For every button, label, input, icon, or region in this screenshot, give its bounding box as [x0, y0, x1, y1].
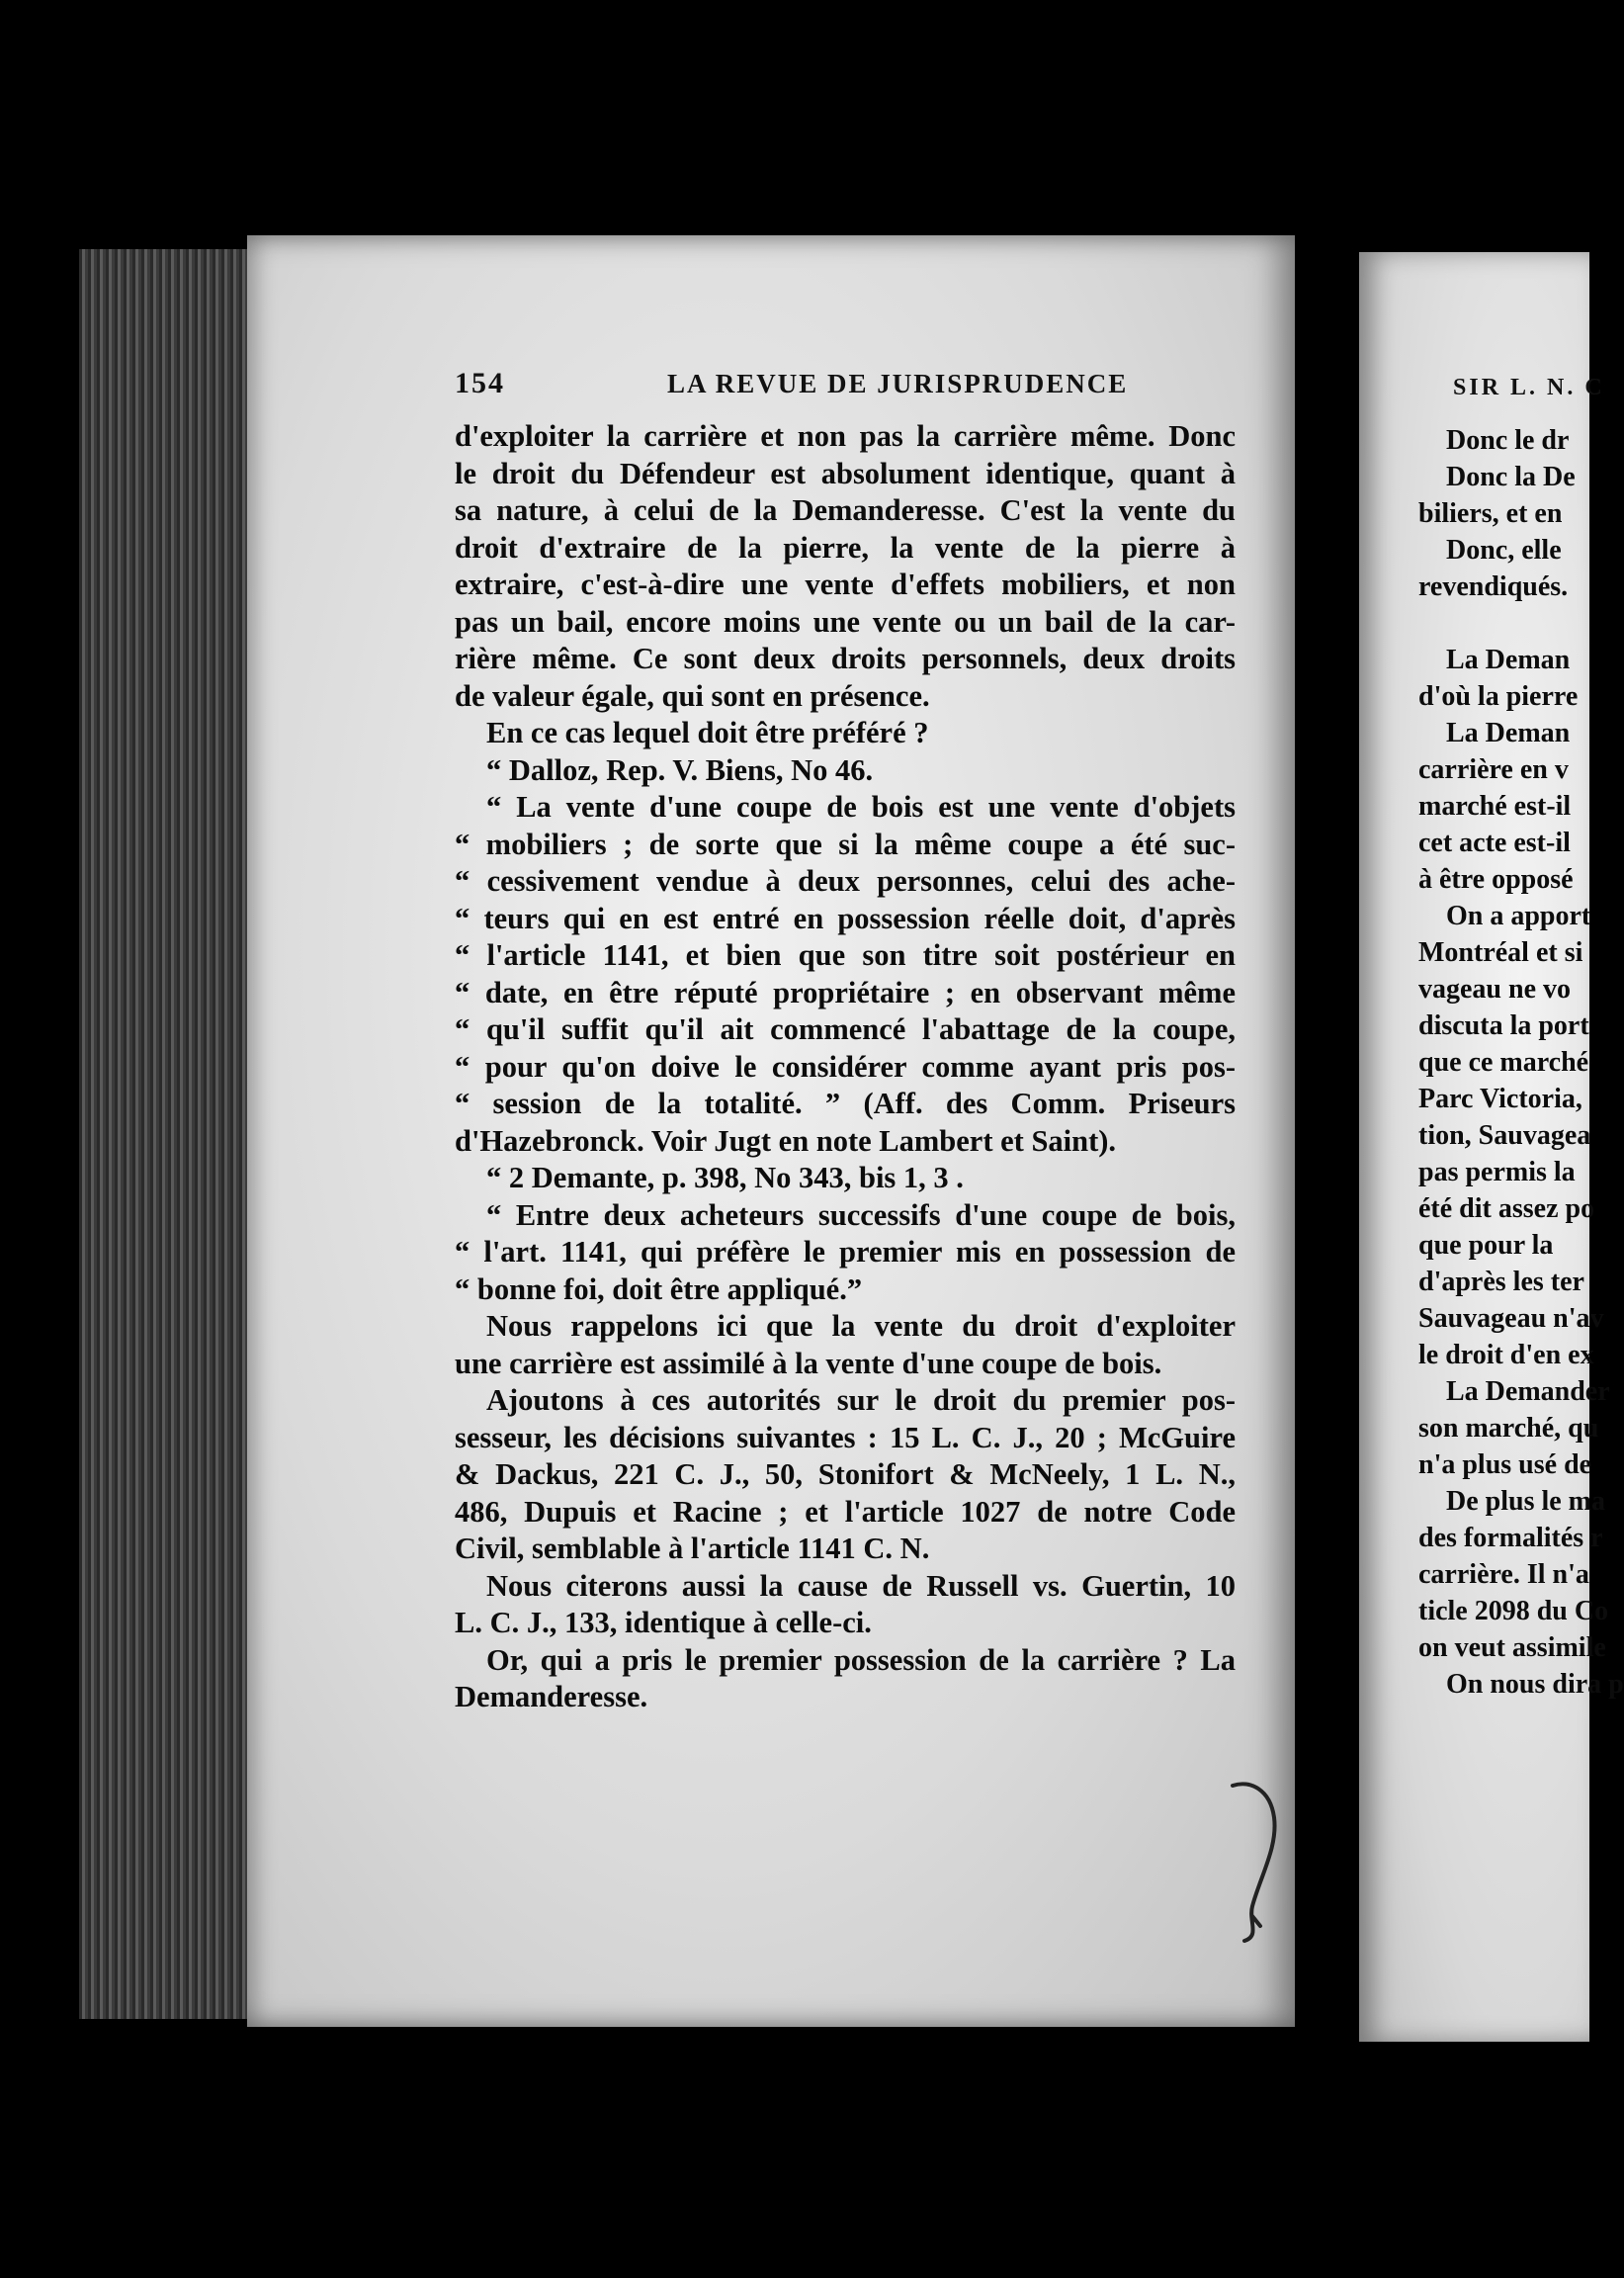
text-line: carrière. Il n'a — [1418, 1559, 1589, 1590]
text-line: Nous rappelons ici que la vente du droit d'exploiter — [486, 1309, 1236, 1343]
text-line: 486, Dupuis et Racine ; et l'article 1027 de notre Code — [455, 1494, 1236, 1529]
text-line: Sauvageau n'av — [1418, 1303, 1604, 1334]
text-line: carrière en v — [1418, 754, 1569, 785]
left-page — [247, 235, 1295, 2027]
text-line: ticle 2098 du Co — [1418, 1596, 1609, 1626]
text-line: marché est-il — [1418, 791, 1572, 822]
text-line: Demanderesse. — [455, 1680, 648, 1713]
text-line: Donc, elle — [1446, 535, 1562, 566]
text-line: “ pour qu'on doive le considérer comme ayant pris pos- — [455, 1049, 1236, 1084]
text-line: pas permis la — [1418, 1157, 1576, 1187]
pen-mark-icon — [1231, 1778, 1290, 1946]
text-line: “ l'art. 1141, qui préfère le premier mis en possession de — [455, 1235, 1236, 1269]
text-line: & Dackus, 221 C. J., 50, Stonifort & McNeely, 1 L. N., — [455, 1457, 1236, 1491]
text-line: de valeur égale, qui sont en présence. — [455, 678, 930, 713]
text-line: que ce marché — [1418, 1047, 1589, 1078]
right-body-text — [1418, 422, 1624, 1703]
text-line: Donc le dr — [1446, 425, 1570, 456]
right-page — [1359, 252, 1624, 2042]
text-line: Donc la De — [1446, 462, 1576, 492]
text-line: “ Dalloz, Rep. V. Biens, No 46. — [486, 752, 874, 787]
text-line: à être opposé — [1418, 864, 1574, 895]
text-line: “ cessivement vendue à deux personnes, celui des ache- — [455, 864, 1236, 898]
text-line: discuta la port — [1418, 1010, 1589, 1041]
text-line: Nous citerons aussi la cause de Russell vs. Guertin, 10 — [486, 1568, 1236, 1603]
text-line: cet acte est-il — [1418, 828, 1571, 858]
text-line: Parc Victoria, — [1418, 1084, 1582, 1114]
text-line: le droit d'en ex — [1418, 1340, 1594, 1370]
text-line: La Deman — [1446, 645, 1571, 675]
text-line: tion, Sauvagea — [1418, 1120, 1591, 1151]
text-line: une carrière est assimilé à la vente d'une coupe de bois. — [455, 1346, 1162, 1380]
text-line: n'a plus usé de — [1418, 1449, 1592, 1480]
text-line: La Deman — [1446, 718, 1571, 748]
text-line: “ La vente d'une coupe de bois est une vente d'objets — [486, 790, 1236, 824]
text-line: “ mobiliers ; de sorte que si la même coupe a été suc- — [455, 827, 1236, 861]
text-line: “ bonne foi, doit être appliqué.” — [455, 1271, 863, 1306]
text-line: On nous dira p — [1446, 1669, 1624, 1700]
text-line: “ teurs qui en est entré en possession réelle doit, d'après — [455, 901, 1236, 935]
text-line: son marché, qu — [1418, 1413, 1599, 1444]
text-line: biliers, et en — [1418, 498, 1563, 529]
text-line: des formalités r — [1418, 1523, 1603, 1553]
text-line: En ce cas lequel doit être préféré ? — [486, 716, 929, 749]
text-line: d'où la pierre — [1418, 681, 1579, 712]
text-line: le droit du Défendeur est absolument identique, quant à — [455, 456, 1236, 490]
text-line: revendiqués. — [1418, 571, 1569, 602]
text-line: “ l'article 1141, et bien que son titre soit postérieur en — [455, 938, 1236, 972]
text-line: Ajoutons à ces autorités sur le droit du premier pos- — [486, 1383, 1236, 1417]
text-line: d'après les ter — [1418, 1267, 1584, 1297]
text-line: De plus le ma — [1446, 1486, 1605, 1517]
text-line: droit d'extraire de la pierre, la vente de la pierre à — [455, 530, 1236, 565]
paragraph-gap — [1418, 605, 1624, 642]
text-line: Or, qui a pris le premier possession de la carrière ? La — [486, 1642, 1236, 1677]
text-line: On a apport — [1446, 901, 1591, 931]
text-line: Montréal et si — [1418, 937, 1583, 968]
text-line: on veut assimile — [1418, 1632, 1606, 1663]
text-line: sa nature, à celui de la Demanderesse. C'est la vente du — [455, 493, 1236, 527]
text-line: “ 2 Demante, p. 398, No 343, bis 1, 3 . — [486, 1161, 964, 1194]
text-line: pas un bail, encore moins une vente ou un bail de la car- — [455, 604, 1236, 639]
text-line: été dit assez po — [1418, 1193, 1595, 1224]
page-number: 154 — [455, 367, 505, 399]
book-page-edges — [79, 249, 267, 2019]
right-running-head: SIR L. N. C — [1453, 375, 1605, 400]
text-line: “ session de la totalité. ” (Aff. des Comm. Priseurs — [455, 1087, 1236, 1120]
text-line: que pour la — [1418, 1230, 1554, 1261]
text-line: “ date, en être réputé propriétaire ; en observant même — [455, 975, 1236, 1009]
text-line: “ qu'il suffit qu'il ait commencé l'abattage de la coupe, — [455, 1012, 1236, 1046]
text-line: sesseur, les décisions suivantes : 15 L. C. J., 20 ; McGuire — [455, 1420, 1236, 1454]
text-line: Civil, semblable à l'article 1141 C. N. — [455, 1532, 930, 1565]
left-body-text — [455, 418, 1236, 1716]
text-line: La Demander — [1446, 1376, 1610, 1407]
text-line: vageau ne vo — [1418, 974, 1571, 1005]
text-line: d'Hazebronck. Voir Jugt en note Lambert et Saint). — [455, 1123, 1117, 1158]
text-line: d'exploiter la carrière et non pas la carrière même. Donc — [455, 419, 1236, 453]
journal-title: LA REVUE DE JURISPRUDENCE — [667, 369, 1129, 398]
text-line: rière même. Ce sont deux droits personnels, deux droits — [455, 642, 1236, 675]
text-line: extraire, c'est-à-dire une vente d'effets mobiliers, et non — [455, 568, 1236, 601]
text-line: “ Entre deux acheteurs successifs d'une coupe de bois, — [486, 1197, 1236, 1232]
text-line: L. C. J., 133, identique à celle-ci. — [455, 1606, 872, 1639]
